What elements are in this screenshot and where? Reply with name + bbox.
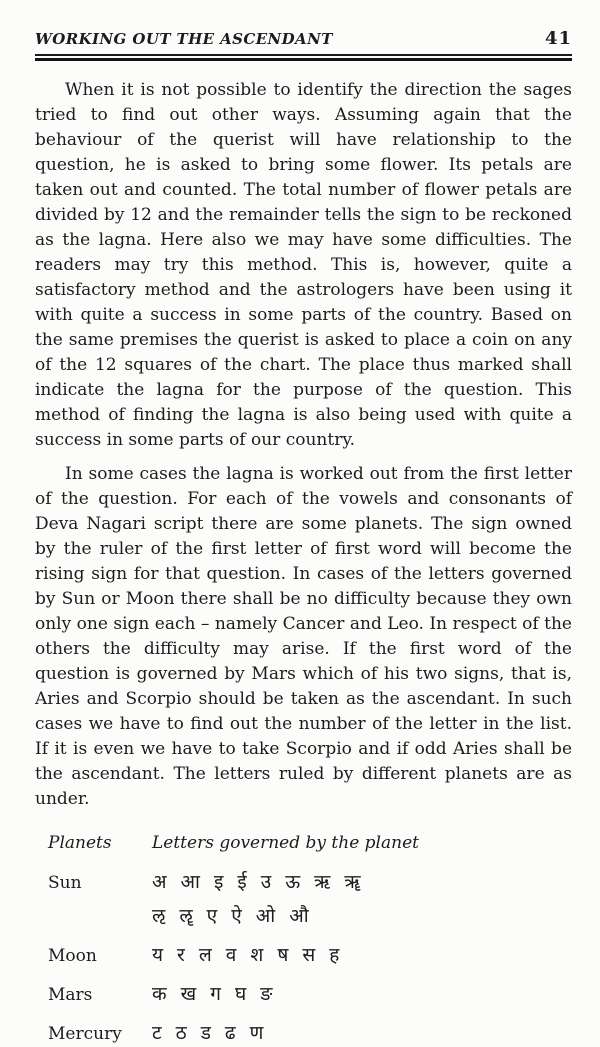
planets-letters-table <box>35 831 572 1047</box>
table-header-row <box>48 831 572 856</box>
letters-sun-line2: ऌ ॡ ए ऐ ओ औ <box>152 905 309 927</box>
letters-mars: क ख ग घ ङ <box>152 983 273 1005</box>
paragraph-first-letter-method: In some cases the lagna is worked out from the first letter of the question. For each of the vowels and consonants of Deva Nagari script there are some planets. The sign owned by the ruler of the first letter of first word will become the rising sign for that question. In cases of the letters governed by Sun or Moon there shall be no difficulty because they own only one sign each – namely Cancer and Leo. In respect of the others the difficulty may arise. If the first word of the question is governed by Mars which of his two signs, that is, Aries and Scorpio should be taken as the ascendant. In such cases we have to find out the number of the letter in the list. If it is even we have to take Scorpio and if odd Aries shall be the ascendant. The letters ruled by different planets are as under. <box>35 464 572 809</box>
letters-sun-line1: अ आ इ ई उ ऊ ऋ ॠ <box>152 871 361 893</box>
planet-name-sun: Sun <box>48 873 82 893</box>
table-row-sun <box>48 868 572 930</box>
header-rule-thick-line <box>35 58 572 61</box>
letters-moon: य र ल व श ष स ह <box>152 944 340 966</box>
table-row-mars <box>48 980 572 1008</box>
header-rule-thin-line <box>35 54 572 56</box>
table-row-mercury <box>48 1019 572 1047</box>
header-rule <box>35 54 572 61</box>
page-header <box>35 28 572 49</box>
page-number: 41 <box>544 28 572 49</box>
column-header-letters: Letters governed by the planet <box>152 833 419 853</box>
paragraph-flower-petals-method: When it is not possible to identify the direction the sages tried to find out other ways. Assuming again that the behaviour of the querist will have relationship to the question, he is asked to bring some flower. Its petals are taken out and counted. The total number of flower petals are divided by 12 and the remainder tells the sign to be reckoned as the lagna. Here also we may have some difficulties. The readers may try this method. This is, however, quite a satisfactory method and the astrologers have been using it with quite a success in some parts of the country. Based on the same premises the querist is asked to place a coin on any of the 12 squares of the chart. The place thus marked shall indicate the lagna for the purpose of the question. This method of finding the lagna is also being used with quite a success in some parts of our country. <box>35 80 572 450</box>
column-header-planets: Planets <box>48 833 112 853</box>
running-title: WORKING OUT THE ASCENDANT <box>35 30 333 48</box>
body-text <box>35 78 572 812</box>
table-row-moon <box>48 941 572 969</box>
letters-mercury: ट ठ ड ढ ण <box>152 1022 264 1044</box>
planet-name-mercury: Mercury <box>48 1024 122 1044</box>
planet-name-mars: Mars <box>48 985 93 1005</box>
planet-name-moon: Moon <box>48 946 97 966</box>
